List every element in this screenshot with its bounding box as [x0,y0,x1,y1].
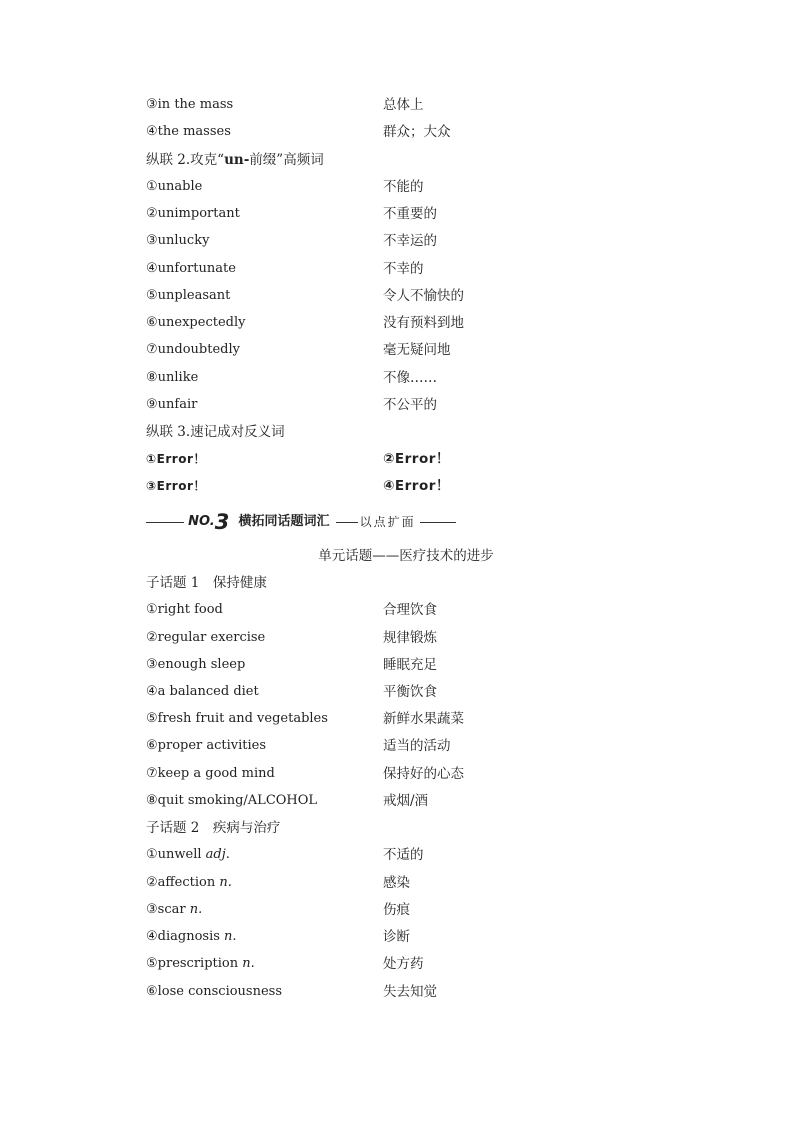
section-heading-un-prefix [146,150,324,170]
part-of-speech: n. [242,956,255,971]
heading-bold: un- [224,152,250,168]
term-zh: 规律锻炼 [383,630,437,646]
term-zh: 新鲜水果蔬菜 [383,711,464,727]
banner-rule-right [420,522,456,523]
section-heading-antonyms: 纵联 3.速记成对反义词 [146,424,285,440]
term-zh: 令人不愉快的 [383,288,464,304]
term-en: ②affection n. [146,875,232,890]
term-en: ④the masses [146,124,231,139]
heading-suffix: 前缀”高频词 [249,152,324,168]
term-zh: 处方药 [383,956,424,972]
term-zh: 不幸的 [383,261,424,277]
term-en: ①unable [146,179,203,194]
term-en: ③unlucky [146,233,210,248]
term-zh: 不能的 [383,179,424,195]
term-en: ③scar n. [146,902,203,917]
error-placeholder: ④Error！ [383,478,450,494]
term-en: ③enough sleep [146,657,246,672]
banner-rule-left [146,522,184,523]
banner-title: 横拓同话题词汇 [238,514,330,529]
error-placeholder: ②Error！ [383,451,450,467]
term-en: ③in the mass [146,97,234,112]
term-en: ④diagnosis n. [146,929,237,944]
error-placeholder: ③Error！ [146,479,206,493]
term-en: ⑥lose consciousness [146,984,283,999]
term-en: ②unimportant [146,206,240,221]
term-zh: 感染 [383,875,410,891]
term-en: ①unwell adj. [146,847,230,862]
term-zh: 睡眠充足 [383,657,437,673]
term-zh: 失去知觉 [383,984,437,1000]
term-en: ⑥proper activities [146,738,267,753]
term-zh: 不公平的 [383,397,437,413]
banner-number: 3 [214,510,230,534]
term-zh: 总体上 [383,97,424,113]
term-zh: 保持好的心态 [383,766,464,782]
term-zh: 合理饮食 [383,602,437,618]
term-en: ⑤prescription n. [146,956,255,971]
term-en: ①right food [146,602,223,617]
term-en: ②regular exercise [146,630,266,645]
banner-dash [336,522,358,523]
term-zh: 不适的 [383,847,424,863]
term-en: ⑤fresh fruit and vegetables [146,711,328,726]
part-of-speech: n. [224,929,237,944]
term-zh: 毫无疑问地 [383,342,451,358]
term-zh: 伤痕 [383,902,410,918]
unit-topic-title: 单元话题——医疗技术的进步 [318,548,494,564]
heading-prefix: 纵联 2.攻克“ [146,152,225,168]
section-banner [146,511,466,533]
term-en: ⑨unfair [146,397,198,412]
banner-no: NO. [188,514,215,529]
term-en: ⑧unlike [146,370,199,385]
term-en: ④a balanced diet [146,684,259,699]
error-placeholder: ①Error！ [146,452,206,466]
term-zh: 群众；大众 [383,124,451,140]
part-of-speech: adj. [205,847,230,862]
term-en: ⑥unexpectedly [146,315,246,330]
term-en: ⑦undoubtedly [146,342,240,357]
part-of-speech: n. [189,902,203,917]
term-zh: 不重要的 [383,206,437,222]
subtopic-heading: 子话题 2 疾病与治疗 [146,820,281,836]
banner-subtitle: 以点扩面 [359,515,416,529]
term-en: ⑤unpleasant [146,288,231,303]
term-zh: 戒烟/酒 [383,793,429,809]
term-zh: 没有预料到地 [383,315,464,331]
subtopic-heading: 子话题 1 保持健康 [146,575,267,591]
term-zh: 适当的活动 [383,738,451,754]
term-zh: 平衡饮食 [383,684,437,700]
term-zh: 不幸运的 [383,233,437,249]
term-en: ⑦keep a good mind [146,766,275,781]
term-zh: 不像…… [383,370,437,386]
part-of-speech: n. [219,875,232,890]
term-en: ④unfortunate [146,261,236,276]
term-zh: 诊断 [383,929,410,945]
term-en: ⑧quit smoking/ALCOHOL [146,793,318,808]
